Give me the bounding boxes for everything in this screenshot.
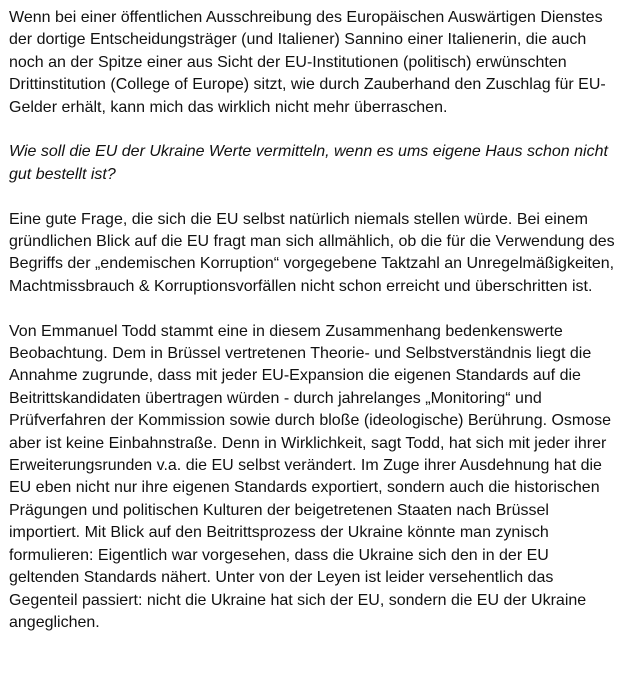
paragraph-line: Von Emmanuel Todd stammt eine in diesem Zusammenhang bedenkenswerte: [9, 322, 563, 340]
paragraph-line: Erweiterungsrunden v.a. die EU selbst verändert. Im Zuge ihrer Ausdehnung hat die: [9, 457, 602, 475]
paragraph-line: aber ist keine Einbahnstraße. Denn in Wirklichkeit, sagt Todd, hat sich mit jeder ihrer: [9, 434, 607, 452]
paragraph-line: Annahme zugrunde, dass mit jeder EU-Expansion die eigenen Standards auf die: [9, 367, 581, 385]
paragraph-1: [9, 7, 619, 119]
paragraph-2-quote: [9, 141, 619, 186]
paragraph-line: noch an der Spitze einer aus Sicht der EU-Institutionen (politisch) erwünschten: [9, 53, 567, 71]
paragraph-line: der dortige Entscheidungsträger (und Italiener) Sannino einer Italienerin, die auch: [9, 31, 587, 49]
paragraph-line: Beobachtung. Dem in Brüssel vertretenen Theorie- und Selbstverständnis liegt die: [9, 345, 592, 363]
paragraph-line: Gelder erhält, kann mich das wirklich nicht mehr überraschen.: [9, 98, 448, 116]
paragraph-4: [9, 321, 619, 635]
paragraph-line: Eine gute Frage, die sich die EU selbst natürlich niemals stellen würde. Bei einem: [9, 210, 588, 228]
paragraph-line: Machtmissbrauch & Korruptionsvorfällen nicht schon erreicht und überschritten ist.: [9, 277, 593, 295]
paragraph-line: Drittinstitution (College of Europe) sitzt, wie durch Zauberhand den Zuschlag für EU-: [9, 76, 606, 94]
paragraph-line: Prägungen und politischen Kulturen der beigetretenen Staaten nach Brüssel: [9, 501, 549, 519]
paragraph-line: gründlichen Blick auf die EU fragt man sich allmählich, ob die für die Verwendung des: [9, 233, 615, 251]
paragraph-line: Begriffs der „endemischen Korruption“ vorgegebene Taktzahl an Unregelmäßigkeiten,: [9, 255, 615, 273]
paragraph-3: [9, 209, 619, 299]
paragraph-line: geltenden Standards nähert. Unter von der Leyen ist leider versehentlich das: [9, 569, 554, 587]
paragraph-line: angeglichen.: [9, 613, 100, 631]
paragraph-line: Beitrittskandidaten übertragen würden - durch jahrelanges „Monitoring“ und: [9, 389, 542, 407]
paragraph-line: Prüfverfahren der Kommission sowie durch bloße (ideologische) Berührung. Osmose: [9, 412, 612, 430]
paragraph-line: formulieren: Eigentlich war vorgesehen, dass die Ukraine sich den in der EU: [9, 546, 549, 564]
paragraph-line: Wenn bei einer öffentlichen Ausschreibung des Europäischen Auswärtigen Dienstes: [9, 9, 603, 26]
paragraph-line: EU eben nicht nur ihre eigenen Standards exportiert, sondern auch die historischen: [9, 479, 600, 497]
paragraph-line: Gegenteil passiert: nicht die Ukraine hat sich der EU, sondern die EU der Ukraine: [9, 591, 587, 609]
paragraph-line: Wie soll die EU der Ukraine Werte vermitteln, wenn es ums eigene Haus schon nicht: [9, 143, 608, 161]
paragraph-line: importiert. Mit Blick auf den Beitrittsprozess der Ukraine könnte man zynisch: [9, 524, 549, 542]
paragraph-line: gut bestellt ist?: [9, 165, 116, 183]
